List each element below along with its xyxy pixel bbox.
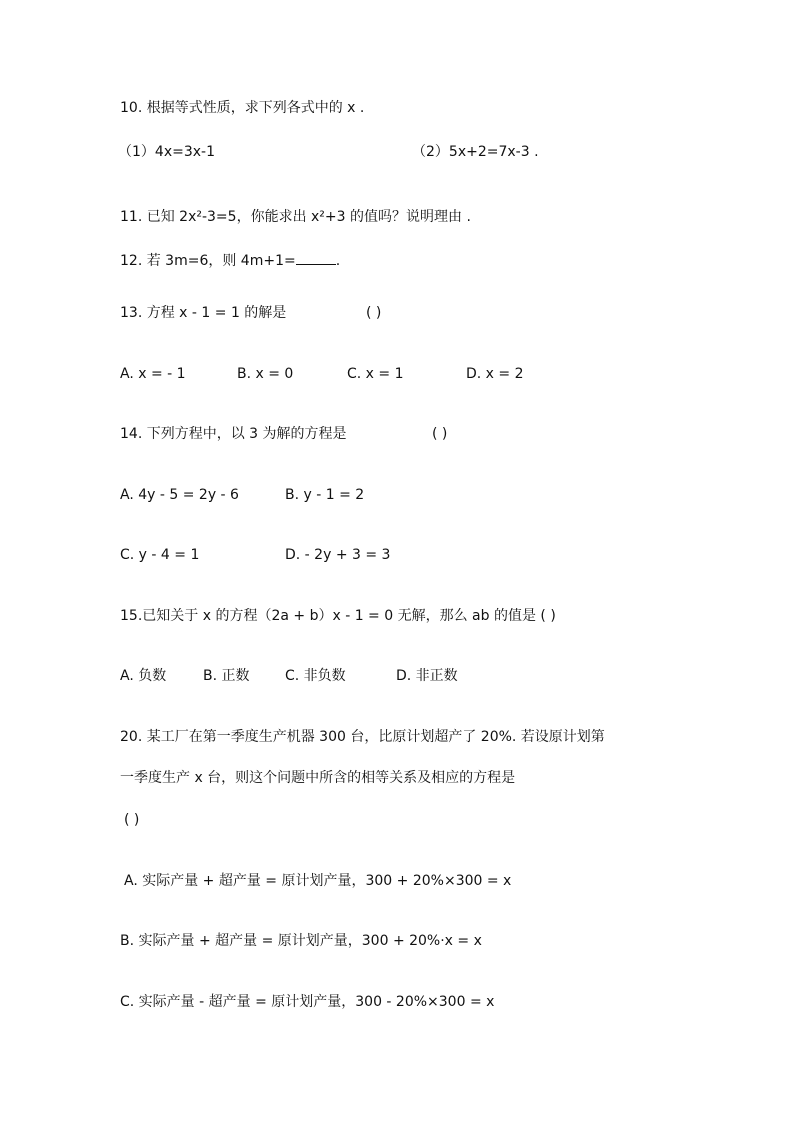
q12-blank [296, 250, 336, 265]
q10-part1: （1）4x=3x-1 [118, 144, 215, 160]
q10-stem: 10. 根据等式性质，求下列各式中的 x . [120, 100, 365, 116]
q12-stem [120, 250, 340, 271]
q20-paren: ( ) [124, 812, 140, 828]
q12-period: . [335, 253, 341, 269]
q13-option-d: D. x = 2 [466, 366, 524, 382]
q12-text: 12. 若 3m=6，则 4m+1= [120, 253, 296, 269]
q20-option-b: B. 实际产量 + 超产量 = 原计划产量，300 + 20%·x = x [120, 933, 482, 949]
q15-option-b: B. 正数 [203, 668, 250, 684]
q20-line2: 一季度生产 x 台，则这个问题中所含的相等关系及相应的方程是 [120, 770, 516, 786]
q10-part2: （2）5x+2=7x-3 . [412, 144, 539, 160]
q14-stem: 14. 下列方程中，以 3 为解的方程是 [120, 426, 347, 442]
q14-option-d: D. - 2y + 3 = 3 [285, 547, 391, 563]
q15-stem: 15.已知关于 x 的方程（2a + b）x - 1 = 0 无解，那么 ab 的值是 ( ) [120, 608, 556, 624]
q13-option-c: C. x = 1 [347, 366, 404, 382]
q15-option-c: C. 非负数 [285, 668, 346, 684]
q13-stem: 13. 方程 x - 1 = 1 的解是 [120, 305, 287, 321]
q15-option-d: D. 非正数 [396, 668, 458, 684]
q20-option-c: C. 实际产量 - 超产量 = 原计划产量，300 - 20%×300 = x [120, 994, 495, 1010]
q14-option-c: C. y - 4 = 1 [120, 547, 200, 563]
q20-option-a: A. 实际产量 + 超产量 = 原计划产量，300 + 20%×300 = x [124, 873, 512, 889]
q11-stem: 11. 已知 2x²-3=5，你能求出 x²+3 的值吗？说明理由 . [120, 209, 471, 225]
q14-option-b: B. y - 1 = 2 [285, 487, 365, 503]
q13-paren: ( ) [366, 305, 382, 321]
q13-option-b: B. x = 0 [237, 366, 294, 382]
q14-paren: ( ) [432, 426, 448, 442]
q20-line1: 20. 某工厂在第一季度生产机器 300 台，比原计划超产了 20%. 若设原计划第 [120, 729, 605, 745]
q14-option-a: A. 4y - 5 = 2y - 6 [120, 487, 239, 503]
q15-option-a: A. 负数 [120, 668, 167, 684]
q13-option-a: A. x = - 1 [120, 366, 186, 382]
